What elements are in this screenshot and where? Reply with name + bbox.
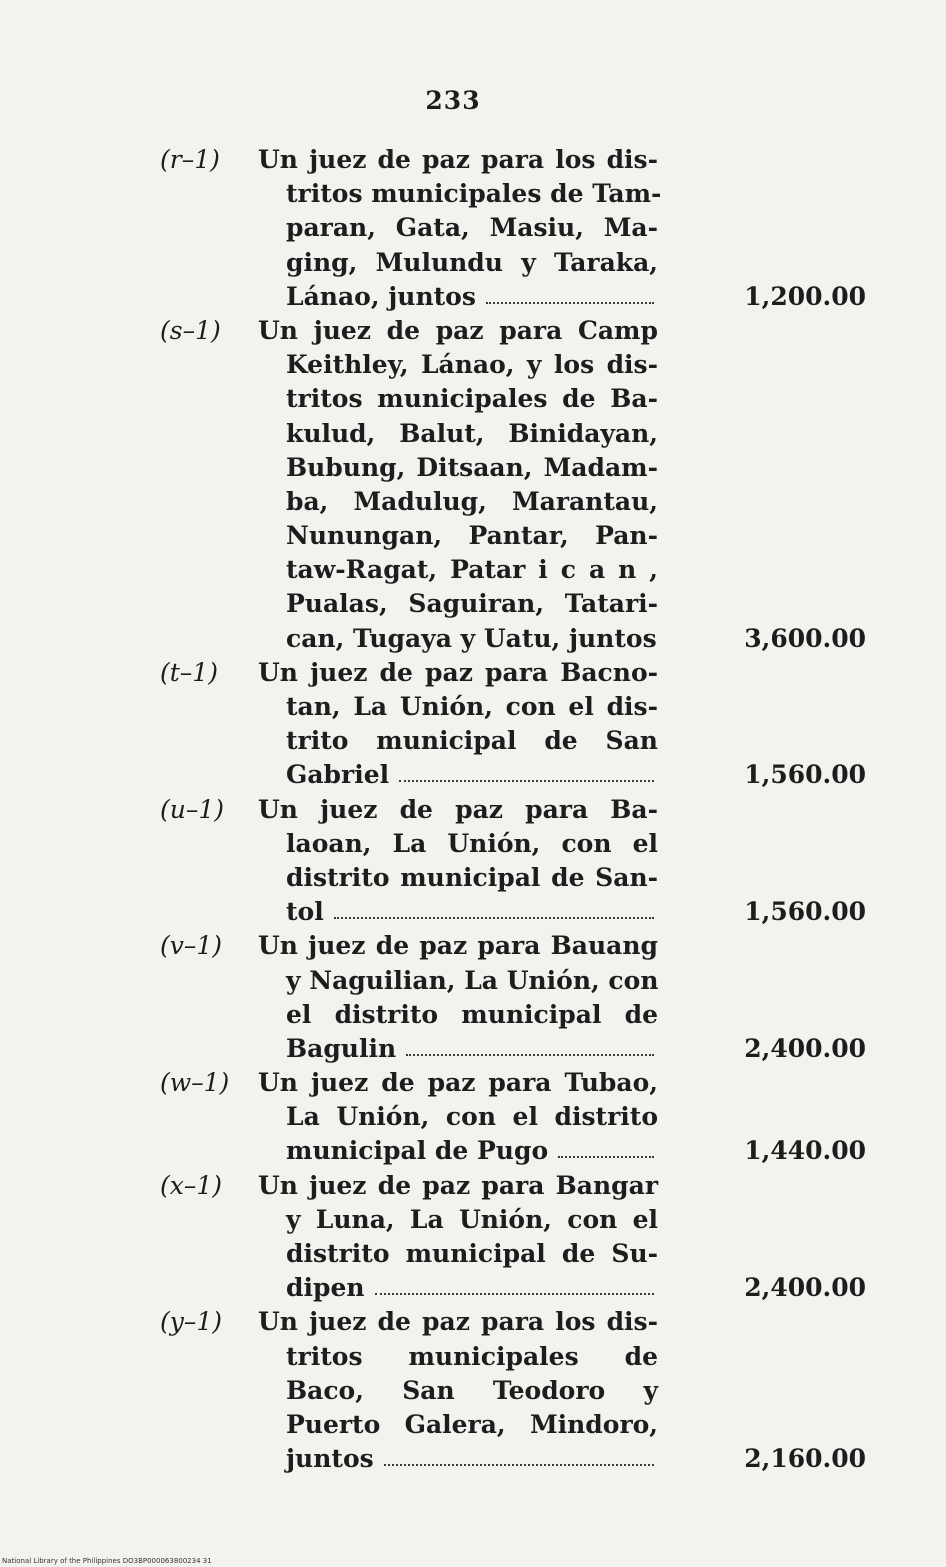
entry-text: laoan, La Unión, con el xyxy=(286,828,658,858)
entry-line xyxy=(0,827,946,861)
entry-text xyxy=(286,1442,658,1476)
entry-label xyxy=(160,793,224,827)
entry-text: Un juez de paz para Ba- xyxy=(258,794,658,824)
entry-amount: 2,160.00 xyxy=(744,1444,866,1474)
entry-text xyxy=(286,622,658,656)
entry-line xyxy=(0,1340,946,1374)
entry-line xyxy=(0,929,946,963)
budget-entry xyxy=(0,1066,946,1169)
entry-line xyxy=(0,964,946,998)
entry-text: Nunungan, Pantar, Pan- xyxy=(286,521,658,551)
entry-amount: 1,560.00 xyxy=(744,760,866,790)
entry-line xyxy=(0,1237,946,1271)
entry-line xyxy=(0,553,946,587)
entry-label-text: (r–1) xyxy=(160,145,220,174)
entry-label-text: (y–1) xyxy=(160,1307,223,1337)
entry-text: Un juez de paz para Bauang xyxy=(258,931,658,961)
entry-amount: 2,400.00 xyxy=(744,1033,866,1063)
page-number: 233 xyxy=(425,86,481,115)
entry-text: ba, Madulug, Marantau, xyxy=(286,486,658,516)
entry-text: y Naguilian, La Unión, con xyxy=(286,965,659,995)
entry-text-end: Bagulin xyxy=(286,1033,397,1063)
entry-text-end: municipal de Pugo xyxy=(286,1136,549,1166)
entry-text xyxy=(286,895,658,929)
entry-label-text: (w–1) xyxy=(160,1068,230,1098)
entry-text: Un juez de paz para los dis- xyxy=(258,145,658,174)
entry-amount: 1,440.00 xyxy=(744,1136,866,1166)
dot-leader xyxy=(399,758,654,782)
entry-amount: 3,600.00 xyxy=(744,623,866,653)
entry-text: Puerto Galera, Mindoro, xyxy=(286,1409,658,1439)
entry-line xyxy=(0,998,946,1032)
entry-text: distrito municipal de San- xyxy=(286,862,658,892)
entry-text: tritos municipales de Ba- xyxy=(286,384,658,414)
entry-label-text: (v–1) xyxy=(160,931,223,961)
entry-text-end: juntos xyxy=(286,1444,374,1474)
entry-label-text: (s–1) xyxy=(160,315,221,345)
entry-label xyxy=(160,314,221,348)
entry-amount: 2,400.00 xyxy=(744,1273,866,1303)
entry-text: Pualas, Saguiran, Tatari- xyxy=(286,589,658,619)
entry-amount: 1,560.00 xyxy=(744,897,866,927)
entry-line xyxy=(0,895,946,929)
entry-text: Un juez de paz para Tubao, xyxy=(258,1068,658,1098)
entry-label xyxy=(160,1066,229,1100)
entry-text: distrito municipal de Su- xyxy=(286,1239,658,1268)
entry-line xyxy=(0,211,946,245)
entry-line xyxy=(0,724,946,758)
entry-text-end: tol xyxy=(286,897,324,927)
entry-line xyxy=(0,143,946,177)
entry-label xyxy=(160,656,218,690)
entry-line xyxy=(0,1408,946,1442)
entry-line xyxy=(0,177,946,211)
entry-line xyxy=(0,861,946,895)
entry-line xyxy=(0,314,946,348)
entry-line xyxy=(0,280,946,314)
entry-line xyxy=(0,690,946,724)
entry-text xyxy=(286,758,658,792)
entry-text: Bubung, Ditsaan, Madam- xyxy=(286,452,658,482)
entry-text: tan, La Unión, con el dis- xyxy=(286,692,658,721)
entry-label-text: (x–1) xyxy=(160,1170,223,1200)
entry-text: trito municipal de San xyxy=(286,726,658,756)
entry-text: tritos municipales de Tam- xyxy=(286,179,662,209)
budget-entry xyxy=(0,314,946,656)
entry-text-end: Gabriel xyxy=(286,760,390,790)
dot-leader xyxy=(486,280,654,304)
entry-line xyxy=(0,348,946,382)
entry-text-end: dipen xyxy=(286,1273,365,1303)
entry-text: Baco, San Teodoro y xyxy=(286,1375,658,1405)
entry-line xyxy=(0,1032,946,1066)
entry-line xyxy=(0,1169,946,1203)
entry-text: paran, Gata, Masiu, Ma- xyxy=(286,213,658,243)
entry-line xyxy=(0,587,946,621)
entry-line xyxy=(0,485,946,519)
dot-leader xyxy=(558,1134,654,1158)
dot-leader xyxy=(384,1442,654,1466)
budget-entry xyxy=(0,929,946,1066)
entry-line xyxy=(0,622,946,656)
entry-line xyxy=(0,1271,946,1305)
entry-line xyxy=(0,1203,946,1237)
dot-leader xyxy=(334,895,654,919)
entry-text: Un juez de paz para Bangar xyxy=(258,1170,658,1200)
entry-text: kulud, Balut, Binidayan, xyxy=(286,418,658,448)
entry-line xyxy=(0,1100,946,1134)
entry-line xyxy=(0,1066,946,1100)
entry-label xyxy=(160,929,222,963)
budget-entry xyxy=(0,793,946,930)
entry-text-end: can, Tugaya y Uatu, juntos xyxy=(286,623,657,653)
entry-line xyxy=(0,1305,946,1339)
entry-line xyxy=(0,793,946,827)
budget-entry xyxy=(0,1305,946,1476)
footer-credit: National Library of the Philippines DO3BP000063800234 31 xyxy=(2,1557,212,1565)
entry-line xyxy=(0,1134,946,1168)
entry-text: taw-Ragat, Patar i c a n , xyxy=(286,555,658,585)
budget-entry xyxy=(0,143,946,314)
entry-label xyxy=(160,1169,222,1203)
dot-leader xyxy=(406,1032,654,1056)
entry-text xyxy=(286,1271,658,1305)
entry-text: La Unión, con el distrito xyxy=(286,1102,658,1132)
entry-text: tritos municipales de xyxy=(286,1341,658,1371)
entry-amount: 1,200.00 xyxy=(744,281,866,311)
entry-line xyxy=(0,451,946,485)
entry-text: Un juez de paz para los dis- xyxy=(258,1307,658,1337)
entry-text xyxy=(286,1032,658,1066)
dot-leader xyxy=(375,1271,654,1295)
entry-text: y Luna, La Unión, con el xyxy=(286,1204,658,1234)
entry-text: Keithley, Lánao, y los dis- xyxy=(286,350,658,380)
entry-text xyxy=(286,280,658,314)
entry-text: ging, Mulundu y Taraka, xyxy=(286,247,658,277)
entry-text: Un juez de paz para Camp xyxy=(258,315,658,345)
budget-entry xyxy=(0,656,946,793)
entry-text-end: Lánao, juntos xyxy=(286,281,476,311)
entry-text xyxy=(286,1134,658,1168)
entry-line xyxy=(0,417,946,451)
entry-line xyxy=(0,246,946,280)
entry-line xyxy=(0,382,946,416)
entry-text: Un juez de paz para Bacno- xyxy=(258,657,658,687)
entry-label-text: (u–1) xyxy=(160,794,225,824)
entry-label xyxy=(160,1305,222,1339)
entries-list xyxy=(0,143,946,1476)
entry-line xyxy=(0,656,946,690)
entry-line xyxy=(0,519,946,553)
entry-text: el distrito municipal de xyxy=(286,999,658,1029)
entry-line xyxy=(0,1442,946,1476)
entry-label xyxy=(160,143,220,177)
entry-line xyxy=(0,1374,946,1408)
entry-line xyxy=(0,758,946,792)
budget-entry xyxy=(0,1169,946,1306)
entry-label-text: (t–1) xyxy=(160,657,218,687)
